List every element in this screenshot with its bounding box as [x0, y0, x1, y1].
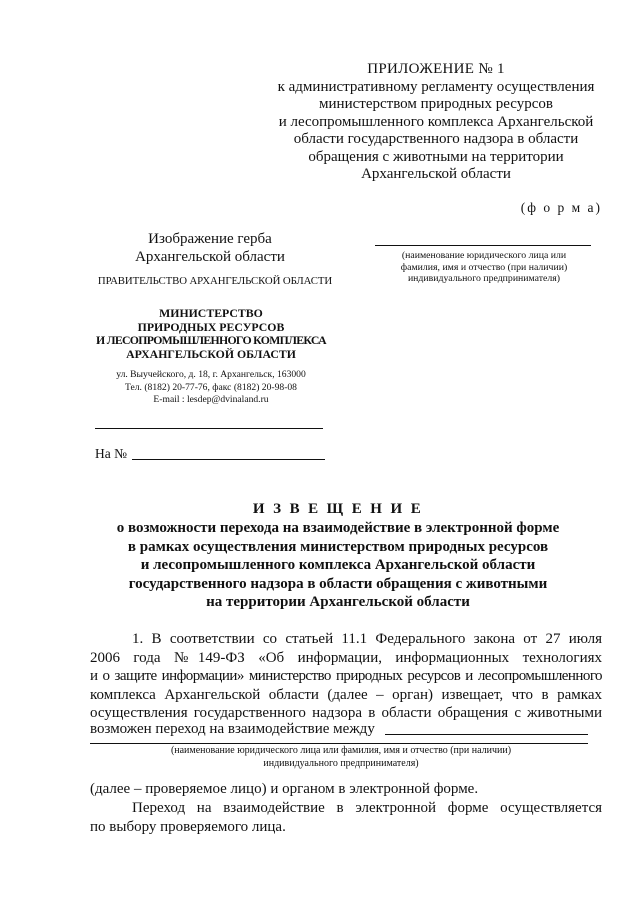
paragraph-3: [90, 799, 602, 836]
email: E-mail : lesdep@dvinaland.ru: [153, 394, 269, 405]
paragraph-line: по выбору проверяемого лица.: [90, 818, 286, 835]
paragraph-line: осуществления государственного надзора в области обращения с животными: [90, 705, 602, 721]
paragraph-line: комплекса Архангельской области (далее – орган) извещает, что в рамках: [90, 686, 602, 703]
paragraph-line: 1. В соответствии со статьей 11.1 Федерального закона от 27 июля: [132, 631, 602, 647]
paragraph-2: (далее – проверяемое лицо) и органом в электронной форме.: [90, 781, 479, 797]
appendix-title: ПРИЛОЖЕНИЕ № 1: [367, 61, 505, 77]
coat-of-arms-placeholder: [90, 230, 330, 266]
coat-line: Архангельской области: [135, 249, 285, 265]
recipient-caption-line: индивидуального предпринимателя): [407, 273, 561, 284]
paragraph-line: Переход на взаимодействие в электронной форме осуществляется: [132, 800, 602, 816]
appendix-line: и лесопромышленного комплекса Архангельской: [278, 113, 594, 130]
recipient-caption-line: фамилия, имя и отчество (при наличии): [400, 261, 568, 273]
party-caption-line: (наименование юридического лица или фамилия, имя и отчество (при наличии): [170, 745, 512, 756]
phone-fax: Тел. (8182) 20-77-76, факс (8182) 20-98-08: [125, 381, 297, 393]
reference-number-label: На №: [95, 446, 127, 461]
notice-subtitle-line: на территории Архангельской области: [206, 594, 470, 610]
party-caption-line: индивидуального предпринимателя): [263, 757, 419, 769]
notice-subtitle-line: о возможности перехода на взаимодействие в электронной форме: [116, 520, 560, 536]
appendix-header: [270, 61, 602, 184]
party-caption: [150, 745, 532, 770]
date-number-line: [95, 428, 323, 429]
appendix-line: области государственного надзора в области: [293, 131, 579, 147]
paragraph-1-last-line: возможен переход на взаимодействие между: [90, 721, 375, 737]
ministry-line: АРХАНГЕЛЬСКОЙ ОБЛАСТИ: [126, 346, 296, 361]
notice-heading: [100, 499, 576, 612]
appendix-line: обращения с животными на территории: [308, 148, 564, 165]
form-mark: (ф о р м а): [520, 200, 602, 215]
recipient-caption-line: (наименование юридического лица или: [401, 250, 567, 261]
recipient-line: [375, 245, 591, 246]
ministry-line: МИНИСТЕРСТВО: [159, 306, 263, 320]
ministry-name: [80, 307, 342, 361]
recipient-caption: [378, 250, 590, 285]
notice-subtitle-line: государственного надзора в области обращения с животными: [128, 575, 548, 592]
appendix-line: к административному регламенту осуществления: [277, 78, 595, 95]
address: ул. Выучейского, д. 18, г. Архангельск, 163000: [116, 369, 306, 380]
contact-info: [90, 369, 332, 407]
ministry-line: ПРИРОДНЫХ РЕСУРСОВ: [137, 319, 285, 334]
appendix-line: Архангельской области: [361, 166, 511, 182]
paragraph-line: 2006 года №149-ФЗ «Об информации, информационных технологиях: [90, 649, 602, 666]
notice-subtitle-line: в рамках осуществления министерством природных ресурсов: [127, 538, 549, 555]
party-blank-line: [385, 734, 588, 735]
notice-title: И З В Е Щ Е Н И Е: [252, 501, 424, 517]
paragraph-line: и о защите информации» министерство природных ресурсов и лесопромышленного: [90, 668, 602, 684]
party-full-line: [90, 743, 588, 744]
coat-line: Изображение герба: [148, 231, 272, 247]
government-name: ПРАВИТЕЛЬСТВО АРХАНГЕЛЬСКОЙ ОБЛАСТИ: [97, 275, 333, 287]
paragraph-1: [90, 630, 602, 723]
ministry-line: И ЛЕСОПРОМЫШЛЕННОГО КОМПЛЕКСА: [96, 333, 326, 347]
notice-subtitle-line: и лесопромышленного комплекса Архангельской области: [140, 557, 536, 573]
appendix-line: министерством природных ресурсов: [319, 96, 553, 112]
reference-number-line: [132, 459, 325, 460]
